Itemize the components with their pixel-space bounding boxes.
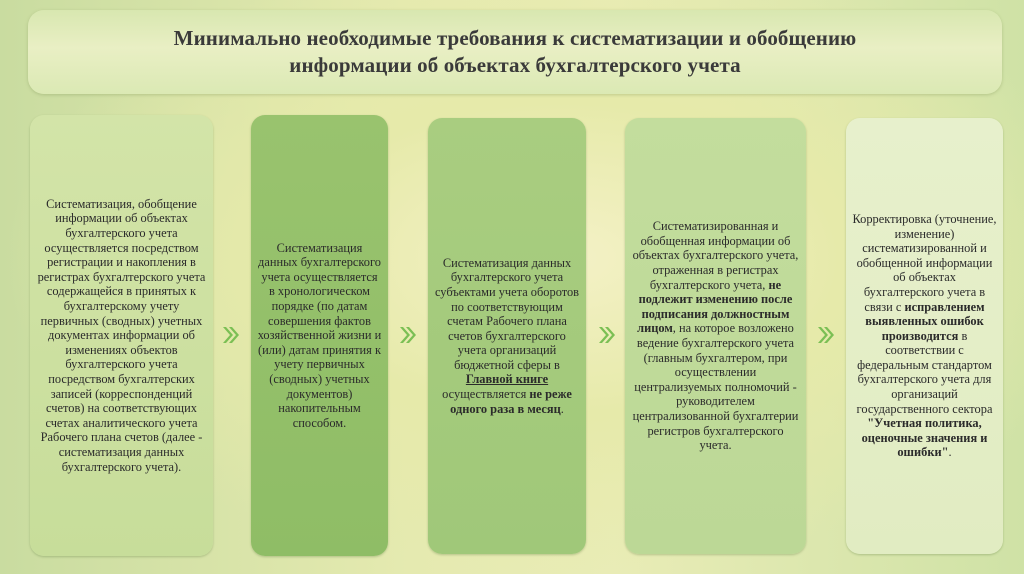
card-2-text: Систематизация данных бухгалтерского учета осуществляется в хронологическом порядке (по датам совершения фактов хозяйственной жизни и (или) датам принятия к учету первичных (сводных) учетных документов) накопительным способом. bbox=[257, 240, 382, 430]
title-banner bbox=[28, 10, 1002, 94]
double-chevron-right-icon bbox=[816, 324, 836, 346]
card-3-general-ledger-term: Главной книге bbox=[465, 372, 549, 387]
page-title bbox=[174, 25, 857, 79]
card-chronological-order bbox=[251, 115, 388, 556]
card-1-text: Систематизация, обобщение информации об объектах бухгалтерского учета осуществляется посредством регистрации и накопления в регистрах бухгалтерского учета содержащейся в принятых к бухгалтерскому учету первичных (сводных) учетных документах информации об изменениях объектов бухгалтерского учета посредством бухгалтерских записей (корреспонденций счетов) на соответствующих счетах аналитического учета Рабочего плана счетов (далее - систематизация данных бухгалтерского учета). bbox=[37, 196, 206, 474]
card-4-text bbox=[631, 219, 800, 453]
card-4-text-after: , на которое возложено ведение бухгалтерского учета (главным бухгалтером, при осуществлении централизуемых полномочий - руководителем централизованной бухгалтерии регистров бухгалтерского учета. bbox=[632, 321, 799, 453]
double-chevron-right-icon bbox=[597, 324, 617, 346]
card-3-text-middle: осуществляется bbox=[442, 387, 530, 402]
double-chevron-right-icon bbox=[221, 324, 241, 346]
card-3-frequency: не реже одного раза в месяц bbox=[450, 387, 572, 416]
card-3-text bbox=[434, 256, 580, 417]
card-5-text-after: . bbox=[948, 445, 952, 460]
title-line-2: информации об объектах бухгалтерского учета bbox=[289, 53, 741, 77]
card-general-ledger bbox=[428, 118, 586, 554]
card-systematization-definition bbox=[30, 115, 213, 556]
card-5-text-middle: в соответствии с федеральным стандартом бухгалтерского учета для организаций государственного сектора bbox=[856, 328, 993, 416]
title-line-1: Минимально необходимые требования к систематизации и обобщению bbox=[173, 26, 857, 50]
card-5-emphasis: исправлением выявленных ошибок производится bbox=[865, 299, 985, 343]
card-4-emphasis: не подлежит изменению после подписания должностным лицом bbox=[637, 277, 793, 336]
card-5-text-before: Корректировка (уточнение, изменение) систематизированной и обобщенной информации об объектах бухгалтерского учета в связи с bbox=[852, 211, 997, 314]
card-5-standard-name: "Учетная политика, оценочные значения и ошибки" bbox=[861, 416, 988, 460]
card-4-text-before: Систематизированная и обобщенная информации об объектах бухгалтерского учета, отраженная в регистрах бухгалтерского учета, bbox=[632, 219, 799, 292]
card-corrections bbox=[846, 118, 1003, 554]
card-no-changes-after-signing bbox=[625, 118, 806, 554]
double-chevron-right-icon bbox=[398, 324, 418, 346]
card-3-text-before: Систематизация данных бухгалтерского учета субъектами учета оборотов по соответствующим счетам Рабочего плана счетов бухгалтерского учета организаций бюджетной сферы в bbox=[434, 255, 580, 372]
card-5-text bbox=[852, 212, 997, 460]
card-3-text-after: . bbox=[560, 401, 564, 416]
